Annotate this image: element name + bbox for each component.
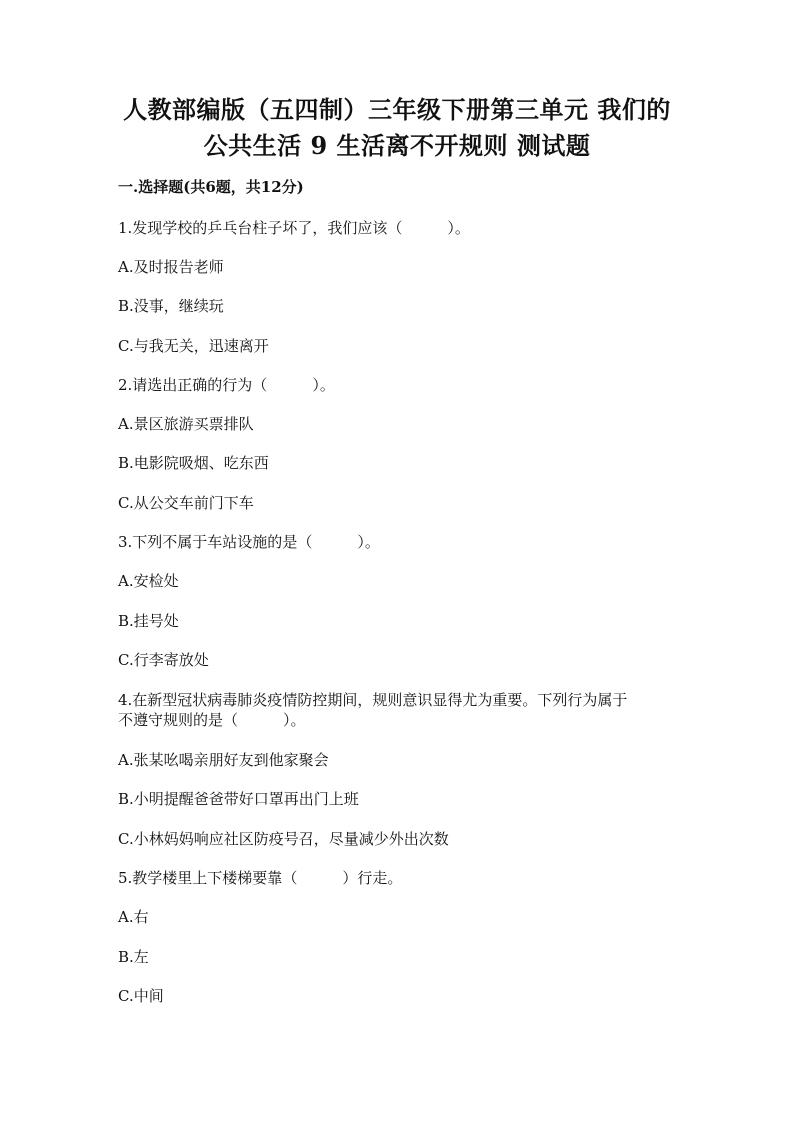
question-1-stem: 1.发现学校的乒乓台柱子坏了，我们应该（ ）。 bbox=[118, 219, 470, 237]
document-title-line-1: 人教部编版（五四制）三年级下册第三单元 我们的 bbox=[123, 95, 671, 124]
question-2-option-a: A.景区旅游买票排队 bbox=[118, 415, 254, 433]
question-5-option-c: C.中间 bbox=[118, 987, 164, 1005]
question-2-stem: 2.请选出正确的行为（ ）。 bbox=[118, 376, 335, 394]
question-3-option-b: B.挂号处 bbox=[118, 612, 179, 630]
question-4-option-a: A.张某吆喝亲朋好友到他家聚会 bbox=[118, 751, 329, 769]
question-3-option-c: C.行李寄放处 bbox=[118, 651, 209, 669]
question-2-option-c: C.从公交车前门下车 bbox=[118, 494, 254, 512]
question-5-stem: 5.教学楼里上下楼梯要靠（ ）行走。 bbox=[118, 869, 403, 887]
question-3-option-a: A.安检处 bbox=[118, 572, 179, 590]
question-1-option-c: C.与我无关，迅速离开 bbox=[118, 337, 269, 355]
document-title-line-2: 公共生活 9 生活离不开规则 测试题 bbox=[203, 131, 591, 160]
question-1-option-a: A.及时报告老师 bbox=[118, 258, 224, 276]
question-4-option-c: C.小林妈妈响应社区防疫号召，尽量减少外出次数 bbox=[118, 830, 449, 848]
question-4-stem-line-2: 不遵守规则的是（ ）。 bbox=[118, 711, 306, 729]
question-4-stem-line-1: 4.在新型冠状病毒肺炎疫情防控期间，规则意识显得尤为重要。下列行为属于 bbox=[118, 691, 628, 709]
question-5-option-a: A.右 bbox=[118, 908, 149, 926]
question-2-option-b: B.电影院吸烟、吃东西 bbox=[118, 454, 269, 472]
question-1-option-b: B.没事，继续玩 bbox=[118, 297, 224, 315]
question-3-stem: 3.下列不属于车站设施的是（ ）。 bbox=[118, 533, 380, 551]
question-5-option-b: B.左 bbox=[118, 948, 149, 966]
question-4-option-b: B.小明提醒爸爸带好口罩再出门上班 bbox=[118, 790, 359, 808]
section-heading: 一.选择题(共6题，共12分) bbox=[118, 178, 304, 196]
